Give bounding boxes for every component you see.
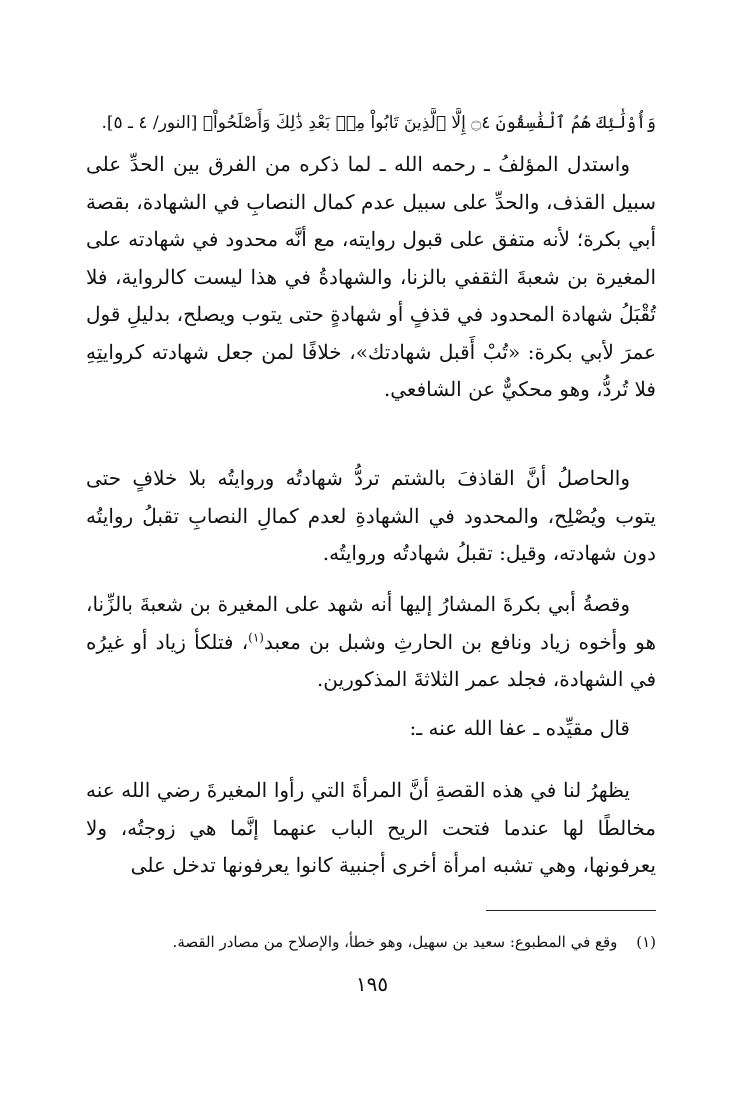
page-number: ١٩٥	[355, 972, 389, 996]
paragraph-3	[86, 586, 656, 699]
footnote	[86, 928, 656, 956]
paragraph-5	[86, 772, 656, 885]
paragraph-1	[86, 146, 656, 409]
paragraph-4	[86, 710, 656, 748]
paragraph-2-text: والحاصلُ أنَّ القاذفَ بالشتم تردُّ شهادتُه وروايتُه بلا خلافٍ حتى يتوب ويُصْلِح، والمحدود في الشهادةِ لعدم كمالِ النصابِ تقبلُ روايتُه دون شهادته، وقيل: تقبلُ شهادتُه وروايتُه.	[86, 466, 656, 565]
quran-verse-line	[86, 108, 656, 138]
footnote-text: وقع في المطبوع: سعيد بن سهيل، وهو خطأ، والإصلاح من مصادر القصة.	[172, 933, 618, 951]
paragraph-5-text: يظهرُ لنا في هذه القصةِ أنَّ المرأةَ التي رأوا المغيرةَ رضي الله عنه مخالطًا لها عندما فتحت الريح الباب عنهما إنَّما هي زوجتُه، ولا يعرفونها، وهي تشبه امرأة أخرى أجنبية كانوا يعرفونها تدخل على	[86, 778, 656, 877]
verse-reference: [النور/ ٤ ـ ٥].	[101, 113, 198, 133]
paragraph-4-text: قال مقيِّده ـ عفا الله عنه ـ:	[409, 716, 630, 740]
paragraph-1-text: واستدل المؤلفُ ـ رحمه الله ـ لما ذكره من الفرق بين الحدِّ على سبيل القذف، والحدِّ على سبيل عدم كمال النصابِ في الشهادة، بقصة أبي بكرة؛ لأنه متفق على قبول روايته، مع أنَّه محدود في شهادته على المغيرة بن شعبةَ الثقفي بالزنا، والشهادةُ في هذا ليست كالرواية، فلا تُقْبَلُ شهادة المحدود في قذفٍ أو شهادةٍ حتى يتوب ويصلح، بدليلِ قول عمرَ لأبي بكرة: «تُبْ أَقبل شهادتك»، خلافًا لمن جعل شهادته كروايتِهِ فلا تُردُّ، وهو محكيٌّ عن الشافعي.	[86, 152, 656, 401]
footnote-number: (١)	[636, 933, 656, 951]
footnote-marker: (١)	[248, 629, 264, 644]
paragraph-3-text-a: وقصةُ أبي بكرةَ المشارُ إليها أنه شهد على المغيرة بن شعبةَ بالزِّنا، هو وأخوه زياد ونافع بن الحارثِ وشبل بن معبد	[86, 592, 657, 654]
paragraph-3-text-b: ، فتلكأ زياد أو غيرُه في الشهادة، فجلد عمر الثلاثةَ المذكورين.	[86, 629, 656, 691]
quran-verse-text: وَأُوْلَٰٓئِكَ هُمُ ٱلْفَٰسِقُونَ ۝٤ إِلَّا ٱلَّذِينَ تَابُواْ مِنۢ بَعْدِ ذَٰلِكَ وَأَصْلَحُواْ﴾	[202, 113, 656, 133]
paragraph-2	[86, 460, 656, 573]
footnote-divider	[486, 910, 656, 911]
